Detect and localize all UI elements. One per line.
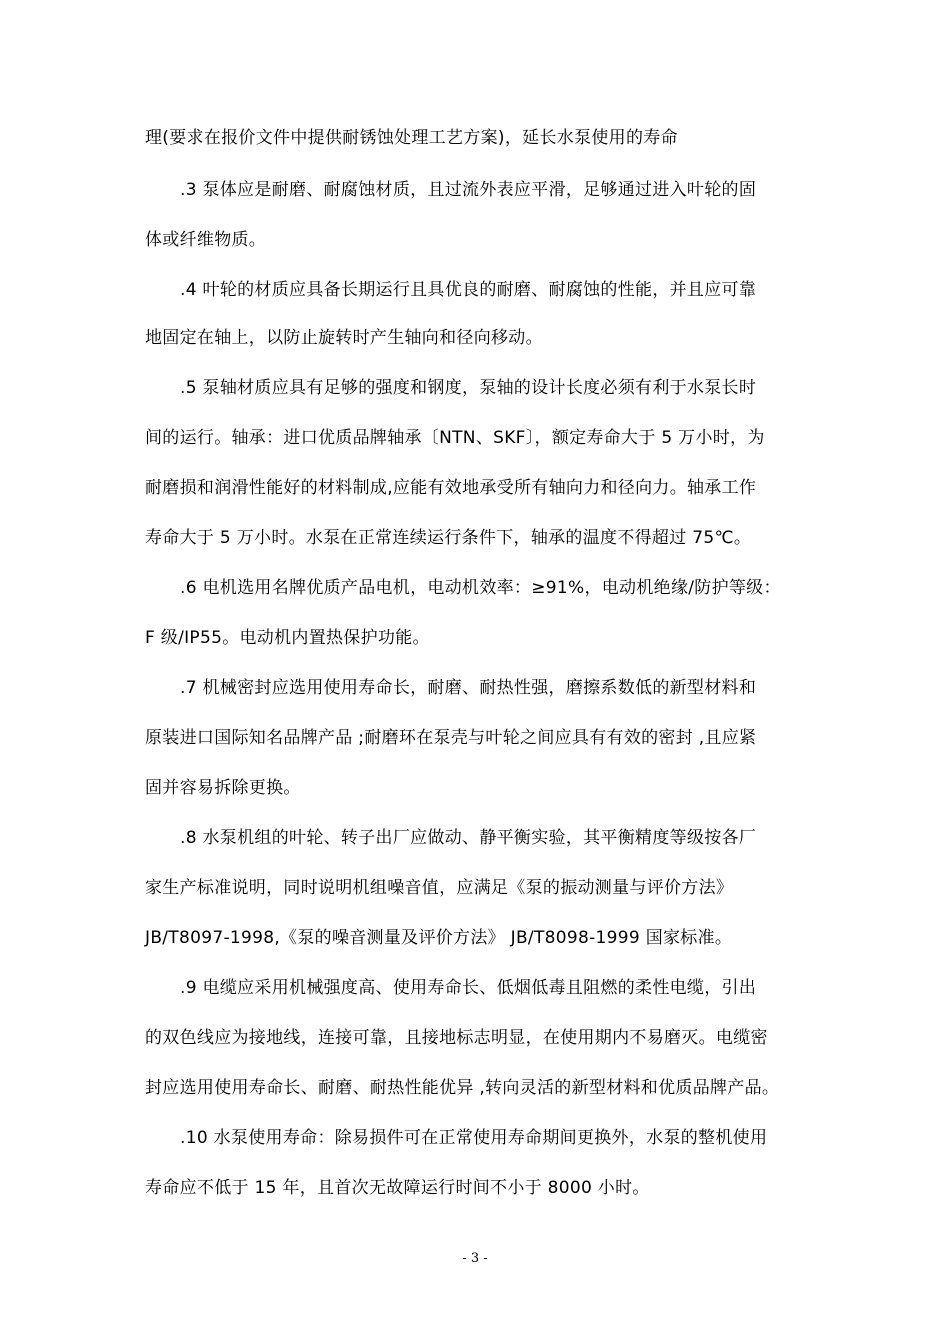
text-line-19: 的双色线应为接地线，连接可靠，且接地标志明显，在使用期内不易磨灭。电缆密 (145, 1028, 768, 1048)
text-line-5: 地固定在轴上，以防止旋转时产生轴向和径向移动。 (145, 328, 543, 348)
text-line-10: .6 电机选用名牌优质产品电机，电动机效率：≥91%，电动机绝缘/防护等级： (180, 578, 781, 598)
text-line-13: 原装进口国际知名品牌产品 ;耐磨环在泵壳与叶轮之间应具有有效的密封 ,且应紧 (145, 728, 757, 748)
text-line-7: 间的运行。轴承：进口优质品牌轴承〔NTN、SKF〕，额定寿命大于 5 万小时，为 (145, 428, 765, 448)
text-line-8: 耐磨损和润滑性能好的材料制成,应能有效地承受所有轴向力和径向力。轴承工作 (145, 478, 757, 498)
text-line-18: .9 电缆应采用机械强度高、使用寿命长、低烟低毒且阻燃的柔性电缆，引出 (180, 978, 757, 998)
text-line-2: .3 泵体应是耐磨、耐腐蚀材质，且过流外表应平滑，足够通过进入叶轮的固 (180, 180, 757, 200)
text-line-4: .4 叶轮的材质应具备长期运行且具优良的耐磨、耐腐蚀的性能，并且应可靠 (180, 280, 757, 300)
text-line-12: .7 机械密封应选用使用寿命长，耐磨、耐热性强，磨擦系数低的新型材料和 (180, 678, 757, 698)
text-line-22: 寿命应不低于 15 年，且首次无故障运行时间不小于 8000 小时。 (145, 1178, 650, 1198)
text-line-6: .5 泵轴材质应具有足够的强度和钢度，泵轴的设计长度必须有利于水泵长时 (180, 378, 757, 398)
text-line-11: F 级/IP55。电动机内置热保护功能。 (145, 628, 430, 648)
text-line-21: .10 水泵使用寿命：除易损件可在正常使用寿命期间更换外，水泵的整机使用 (180, 1128, 768, 1148)
text-line-9: 寿命大于 5 万小时。水泵在正常连续运行条件下，轴承的温度不得超过 75℃。 (145, 528, 752, 548)
text-line-17: JB/T8097-1998,《泵的噪音测量及评价方法》 JB/T8098-1999 国家标准。 (145, 928, 733, 948)
text-line-3: 体或纤维物质。 (145, 230, 267, 250)
text-line-15: .8 水泵机组的叶轮、转子出厂应做动、静平衡实验，其平衡精度等级按各厂 (180, 828, 757, 848)
page-number: - 3 - (462, 1251, 488, 1266)
text-line-14: 固并容易拆除更换。 (145, 778, 301, 798)
text-line-1: 理(要求在报价文件中提供耐锈蚀处理工艺方案)，延长水泵使用的寿命 (145, 128, 678, 148)
text-line-16: 家生产标准说明，同时说明机组噪音值，应满足《泵的振动测量与评价方法》 (145, 878, 734, 898)
text-line-20: 封应选用使用寿命长、耐磨、耐热性能优异 ,转向灵活的新型材料和优质品牌产品。 (145, 1078, 780, 1098)
